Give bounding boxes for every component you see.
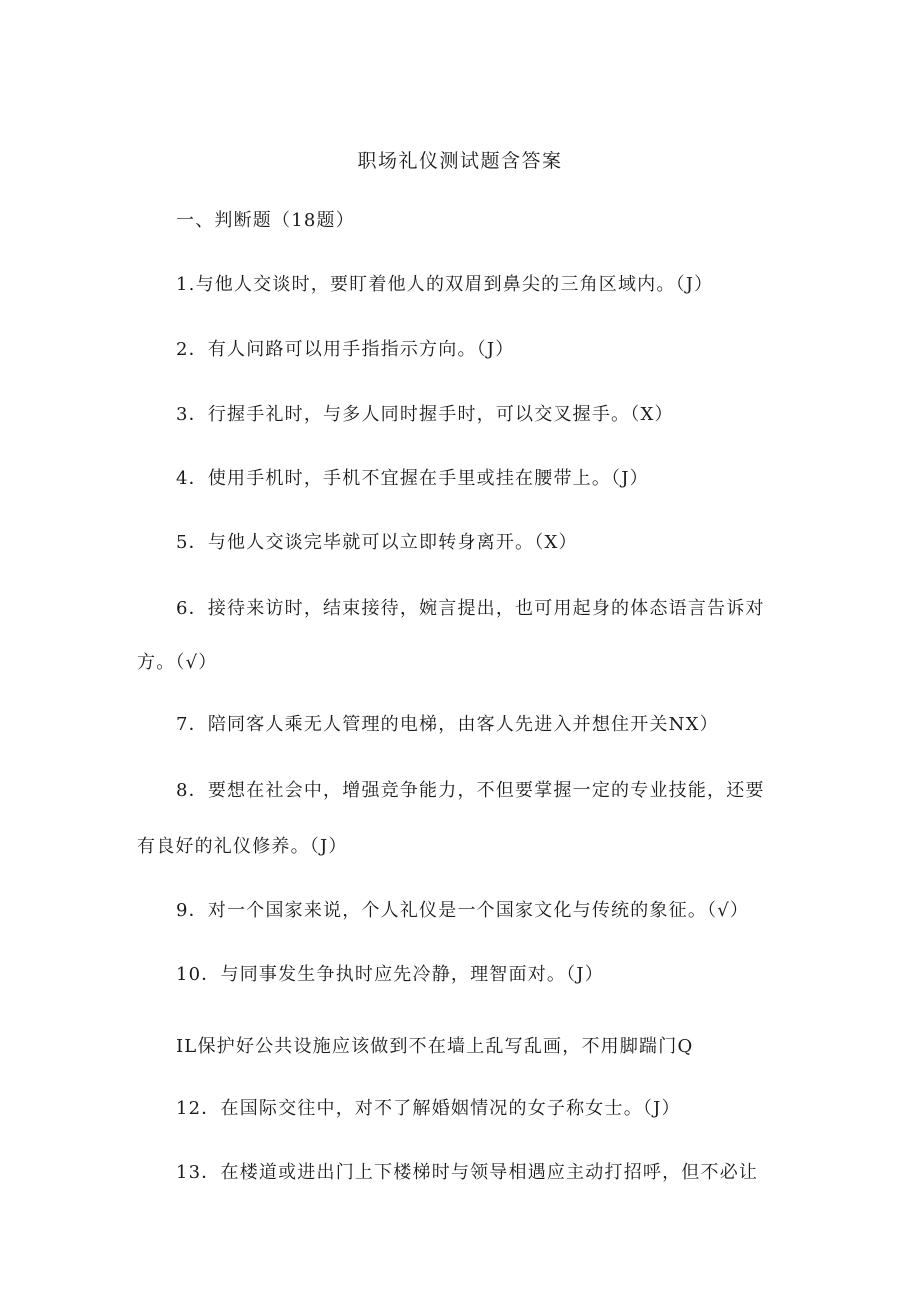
question-12: 12．在国际交往中，对不了解婚姻情况的女子称女士。（J） <box>176 1098 681 1119</box>
question-8-line-2: 有良好的礼仪修养。（J） <box>137 836 348 857</box>
question-8-line-1: 8．要想在社会中，增强竞争能力，不但要掌握一定的专业技能，还要 <box>176 780 765 801</box>
section-heading: 一、判断题（18题） <box>176 210 355 231</box>
question-11: IL保护好公共设施应该做到不在墙上乱写乱画，不用脚踹门Q <box>176 1036 694 1057</box>
question-3: 3．行握手礼时，与多人同时握手时，可以交叉握手。（X） <box>176 404 674 425</box>
document-title: 职场礼仪测试题含答案 <box>357 150 563 172</box>
question-6-line-2: 方。（√） <box>137 652 218 673</box>
question-2: 2．有人问路可以用手指指示方向。（J） <box>176 339 515 360</box>
question-13: 13．在楼道或进出门上下楼梯时与领导相遇应主动打招呼，但不必让 <box>176 1162 759 1183</box>
question-5: 5．与他人交谈完毕就可以立即转身离开。（X） <box>176 532 578 553</box>
question-10: 10．与同事发生争执时应先冷静，理智面对。（J） <box>176 964 604 985</box>
question-7: 7．陪同客人乘无人管理的电梯，由客人先进入并想住开关NX） <box>176 714 719 735</box>
question-4: 4．使用手机时，手机不宜握在手里或挂在腰带上。（J） <box>176 468 649 489</box>
question-6-line-1: 6．接待来访时，结束接待，婉言提出，也可用起身的体态语言告诉对 <box>176 598 765 619</box>
question-1: 1.与他人交谈时，要盯着他人的双眉到鼻尖的三角区域内。（J） <box>176 274 714 295</box>
question-9: 9．对一个国家来说，个人礼仪是一个国家文化与传统的象征。（√） <box>176 900 750 921</box>
